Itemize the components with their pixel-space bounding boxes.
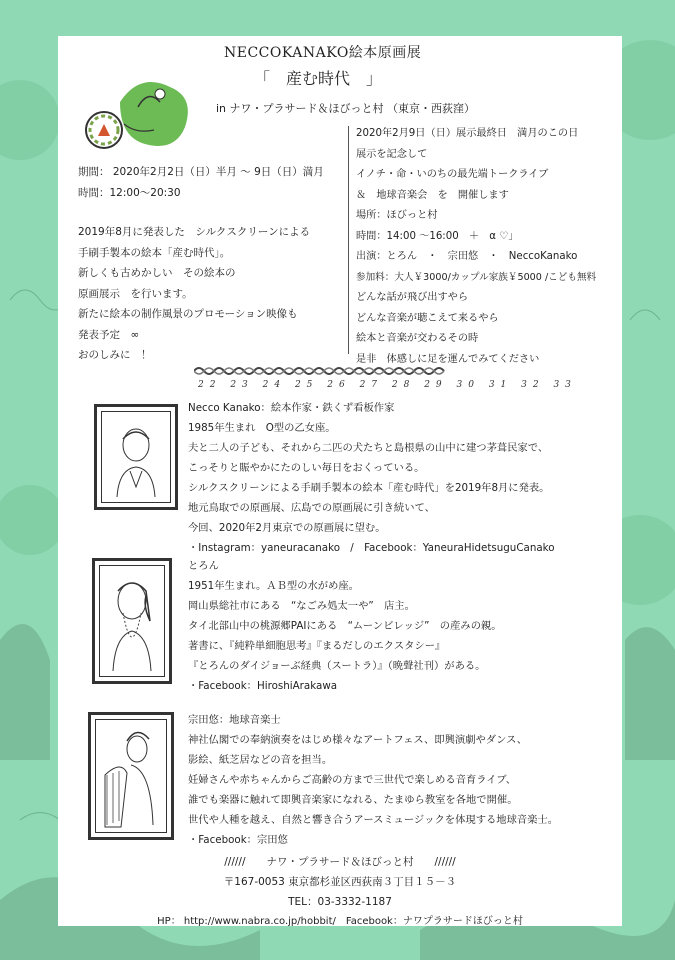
event-line: 展示を記念して <box>356 148 428 160</box>
profile-line: 神社仏閣での奉納演奏をはじめ様々なアートフェス、即興演劇やダンス、 <box>188 734 528 746</box>
footer-venue: ////// ナワ・プラサード＆ほびっと村 ////// <box>224 856 456 868</box>
right-event-info <box>356 124 596 370</box>
event-line: 2020年2月9日（日）展示最終日 満月のこの日 <box>356 128 579 139</box>
period-line: 期間： 2020年2月2日（日）半月 〜 9日（日）満月 <box>78 166 324 178</box>
profile-line: 今回、2020年2月東京での原画展に望む。 <box>188 522 386 534</box>
profile-line: 1951年生まれ。ＡＢ型の水がめ座。 <box>188 580 359 592</box>
profile-line: Necco Kanako：絵本作家・鉄くず看板作家 <box>188 402 395 414</box>
event-title: NECCOKANAKO絵本原画展 <box>224 45 422 61</box>
profile-line: タイ北部山中の桃源郷PAIにある “ムーンビレッジ” の産みの親。 <box>188 620 502 632</box>
profile-line: こっそりと賑やかにたのしい毎日をおくっている。 <box>188 462 425 474</box>
event-subtitle: 「 産む時代 」 <box>254 69 383 88</box>
event-line: どんな音楽が聴こえて来るやら <box>356 312 499 324</box>
profile-line: 夫と二人の子ども、それから二匹の犬たちと島根県の山中に建つ茅葺民家で、 <box>188 442 549 454</box>
profile-line: ・Instagram：yaneuracanako / Facebook：YaneuraHidetsuguCanako <box>188 542 555 554</box>
profile-toron <box>188 556 502 696</box>
event-line: 是非 体感しに足を運んでみてください <box>356 353 540 365</box>
profile-line: 妊婦さんや赤ちゃんからご高齢の方まで三世代で楽しめる音育ライブ、 <box>188 774 517 786</box>
column-divider <box>348 126 349 354</box>
profile-line: 影絵、紙芝居などの音を担当。 <box>188 754 333 766</box>
event-line: イノチ・命・いのちの最先端トークライブ <box>356 169 549 180</box>
event-line: 出演：とろん ・ 宗田悠 ・ NeccoKanako <box>356 251 578 262</box>
event-venue: in ナワ・プラサード＆ほびっと村 （東京・西荻窪） <box>216 102 476 115</box>
braid-divider <box>194 362 454 374</box>
profile-line: 誰でも楽器に触れて即興音楽家になれる、たまゆら教室を各地で開催。 <box>188 794 518 806</box>
event-line: 参加料：大人￥3000/カップル家族￥5000 /こども無料 <box>356 271 597 283</box>
left-dates <box>78 162 324 203</box>
profile-line: 著書に、『純粋単細胞思考』『まるだしのエクスタシー』 <box>188 640 446 652</box>
portrait-soda-yu <box>88 712 174 840</box>
event-line: どんな話が飛び出すやら <box>356 292 469 303</box>
profile-line: とろん <box>188 560 219 572</box>
portrait-necco-kanako <box>94 404 178 510</box>
footer-address: 〒167-0053 東京都杉並区西荻南３丁目１５－３ <box>223 876 457 888</box>
profile-line: ・Facebook：宗田悠 <box>188 834 288 846</box>
description-line: おのしみに ！ <box>78 349 152 361</box>
poster-sheet <box>58 36 622 926</box>
description-line: 発表予定 ∞ <box>78 328 140 341</box>
event-line: 絵本と音楽が交わるその時 <box>356 333 479 344</box>
profile-necco-kanako <box>188 398 555 558</box>
date-strip: 22 23 24 25 26 27 28 29 30 31 32 33 <box>198 380 577 390</box>
description-line: 新たに絵本の制作風景のプロモーション映像も <box>78 308 298 320</box>
profile-line: 宗田悠：地球音楽士 <box>188 714 281 726</box>
event-line: ＆ 地球音楽会 を 開催します <box>356 189 509 201</box>
event-line: 場所：ほびっと村 <box>356 210 438 221</box>
description-line: 原画展示 を行います。 <box>78 287 193 300</box>
footer-homepage-link[interactable]: HP： http://www.nabra.co.jp/hobbit/ Facebook：ナワプラサードほびっと村 <box>157 916 523 927</box>
event-line: 時間：14:00 〜16:00 ＋ α ♡」 <box>356 230 519 242</box>
profile-line: 地元鳥取での原画展、広島での原画展に引き続いて、 <box>188 502 435 514</box>
profile-line: 世代や人種を越え、自然と響き合うアースミュージックを体現する地球音楽士。 <box>188 814 559 826</box>
logo-illustration <box>80 72 200 162</box>
portrait-toron <box>92 558 172 684</box>
description-line: 2019年8月に発表した シルクスクリーンによる <box>78 226 311 238</box>
footer-tel: TEL：03-3332-1187 <box>288 896 392 908</box>
description-line: 手刷手製本の絵本「産む時代」。 <box>78 246 231 259</box>
profile-line: シルクスクリーンによる手刷手製本の絵本「産む時代」を2019年8月に発表。 <box>188 482 550 494</box>
profile-soda-yu <box>188 710 558 850</box>
hours-line: 時間：12:00〜20:30 <box>78 186 181 199</box>
profile-line: 1985年生まれ O型の乙女座。 <box>188 422 336 434</box>
profile-line: 岡山県総社市にある “なごみ処太一や” 店主。 <box>188 600 415 612</box>
description-line: 新しくも古めかしい その絵本の <box>78 267 236 279</box>
profile-line: ・Facebook：HiroshiArakawa <box>188 680 338 692</box>
profile-line: 『とろんのダイジョーぶ経典（スートラ）』（晩聲社刊）がある。 <box>188 660 486 672</box>
left-description <box>78 222 310 366</box>
